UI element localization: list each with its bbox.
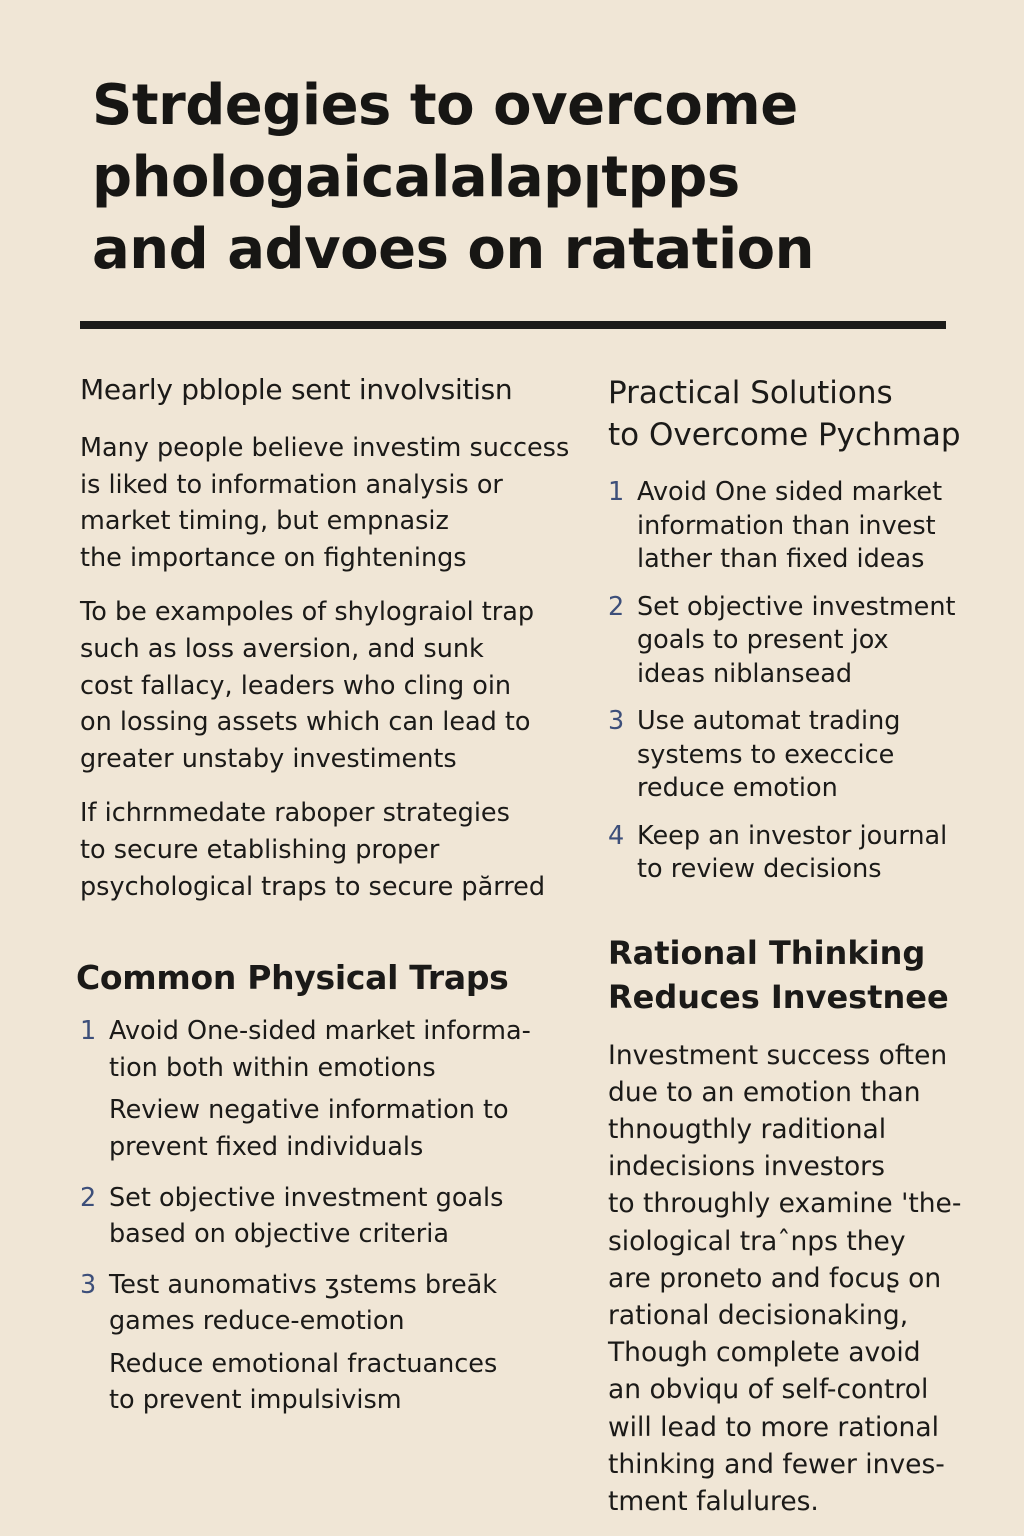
list-item-line: information than invest [637,510,936,541]
common-traps-heading: Common Physical Traps [76,958,509,998]
traps-line: greater unstaby investiments [80,743,457,774]
list-number: 2 [80,1182,97,1213]
list-item [80,1013,580,1165]
intro-line: Many people believe investim success [80,433,570,463]
rational-line: indecisions investors [608,1151,885,1183]
rational-heading-line: Rational Thinking [608,933,926,972]
rational-paragraph [608,1037,988,1521]
list-item [80,1180,580,1253]
list-item [608,476,988,577]
list-item-line: to review decisions [637,854,882,884]
list-item-line: tion both within emotions [109,1052,436,1083]
right-column [608,372,988,1520]
rational-line: Though complete avoid [608,1337,921,1369]
rational-line: to throughly examine 'the- [608,1188,962,1220]
list-item-line: ideas niblansead [637,658,853,689]
list-item-line: games reduce-emotion [109,1306,405,1337]
rational-line: rational decisionaking, [608,1299,909,1331]
rational-line: are proneto and focuʂ on [608,1262,942,1294]
traps-line: To be exampoles of shylograiol trap [80,597,535,628]
list-item-line: Avoid One-sided market informa- [109,1016,531,1047]
list-item-line: based on objective criteria [109,1219,449,1250]
list-number: 3 [608,706,625,736]
list-item-line: goals to present jox [637,625,889,655]
list-item-line: Test aunomativs ʒstems breāk [109,1269,498,1300]
title-divider [80,321,946,329]
list-number: 1 [608,477,625,507]
traps-paragraph [80,594,580,777]
traps-line: such as loss aversion, and sunk [80,633,484,664]
list-item [608,705,988,806]
intro-line: is liked to information analysis or [80,469,503,500]
left-column [76,372,580,1419]
solutions-heading-line: Practical Solutions [608,375,893,411]
list-item-line: lather than fixed ideas [637,544,925,574]
list-item-line: Set objective investment [637,591,956,622]
list-item-subline: prevent fixed individuals [109,1131,424,1162]
list-item [608,591,988,692]
rational-line: due to an emotion than [608,1076,921,1108]
strategy-line: to secure etablishing proper [80,834,440,865]
intro-paragraph [80,430,580,576]
rational-line: an obviqu of self-control [608,1374,929,1406]
list-item-line: Use automat trading [637,706,901,736]
list-item-line: systems to execcice [637,739,895,770]
page-title [92,70,952,286]
list-item-line: Avoid One sided market [637,477,943,507]
strategy-line: If ichrnmedate raboper strategies [80,798,510,829]
list-number: 2 [608,591,625,622]
rational-line: tment falulures. [608,1485,819,1517]
traps-line: on lossing assets which can lead to [80,707,531,738]
strategy-paragraph [80,795,580,905]
title-line-3: and advoes on ratation [92,217,815,282]
list-item [80,1267,580,1419]
list-number: 3 [80,1269,97,1300]
title-line-1: Strdegies to overcome [92,73,798,138]
rational-line: will lead to more rational [608,1411,939,1443]
intro-line: the importance on fightenings [80,542,467,573]
traps-line: cost fallacy, leaders who cling oin [80,670,512,701]
rational-line: thnougthly raditional [608,1113,887,1145]
intro-line: market timing, but empnasiz [80,506,449,537]
left-subheading: Mearly pblople sent involvsitisn [80,373,513,406]
solutions-heading [608,372,988,456]
solutions-list [608,476,988,887]
solutions-heading-line: to Overcome Pychmap [608,417,961,453]
common-traps-list [80,1013,580,1419]
list-number: 1 [80,1016,97,1047]
list-item-subline: Reduce emotional fractuances [109,1348,498,1379]
list-item-subline: Review negative information to [109,1095,509,1126]
title-line-2: phologaicalalapꞁtpps [92,145,740,210]
rational-heading-line: Reduces Investnee [608,977,949,1016]
list-item [608,820,988,887]
list-item-line: Keep an investor journal [637,820,948,851]
rational-line: siological traˆnps they [608,1225,906,1257]
rational-line: Investment success often [608,1039,948,1071]
list-item-line: Set objective investment goals [109,1182,504,1213]
rational-thinking-heading [608,931,988,1019]
rational-line: thinking and fewer inves- [608,1448,945,1480]
strategy-line: psychological traps to secure părred [80,871,546,902]
list-number: 4 [608,820,625,851]
list-item-subline: to prevent impulsivism [109,1385,402,1416]
list-item-line: reduce emotion [637,773,838,803]
